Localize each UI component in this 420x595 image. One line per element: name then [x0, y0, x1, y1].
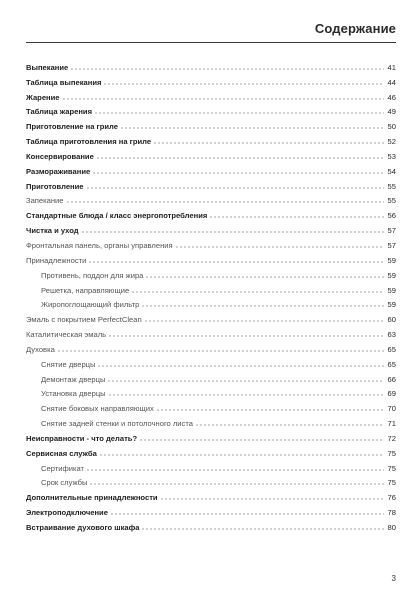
toc-entry	[26, 473, 396, 488]
toc-entry	[26, 116, 396, 131]
dot-leader	[99, 454, 384, 456]
toc-entry	[26, 502, 396, 517]
toc-entry-label: Духовка	[26, 344, 55, 354]
toc-entry-label: Жиропоглощающий фильтр	[41, 300, 140, 310]
toc-entry-page: 57	[387, 240, 396, 250]
toc-entry	[26, 102, 396, 117]
dot-leader	[209, 216, 384, 218]
toc-entry	[26, 443, 396, 458]
dot-leader	[96, 157, 384, 159]
dot-leader	[131, 291, 384, 293]
toc-entry-label: Выпекание	[26, 62, 69, 72]
toc-entry	[26, 146, 396, 161]
toc-entry-label: Установка дверцы	[41, 389, 106, 399]
toc-entry-label: Приготовление	[26, 181, 84, 191]
toc-entry-page: 72	[387, 433, 396, 443]
toc-entry	[26, 458, 396, 473]
toc-entry-page: 78	[387, 508, 396, 518]
dot-leader	[144, 320, 384, 322]
toc-entry-label: Сертификат	[41, 463, 84, 473]
toc-entry-page: 53	[387, 151, 396, 161]
toc-entry-page: 50	[387, 122, 396, 132]
toc-entry	[26, 398, 396, 413]
toc-entry-label: Приготовление на гриле	[26, 122, 118, 132]
toc-entry-page: 75	[387, 463, 396, 473]
toc-entry-page: 59	[387, 270, 396, 280]
toc-entry-label: Каталитическая эмаль	[26, 330, 107, 340]
toc-entry	[26, 354, 396, 369]
toc-entry	[26, 250, 396, 265]
dot-leader	[66, 201, 384, 203]
dot-leader	[94, 112, 384, 114]
toc-entry	[26, 428, 396, 443]
table-of-contents	[26, 57, 396, 532]
toc-entry	[26, 339, 396, 354]
toc-entry-page: 55	[387, 181, 396, 191]
dot-leader	[175, 246, 384, 248]
toc-entry-page: 60	[387, 315, 396, 325]
dot-leader	[81, 231, 384, 233]
toc-entry-page: 70	[387, 404, 396, 414]
toc-entry-page: 55	[387, 196, 396, 206]
toc-entry-label: Таблица жарения	[26, 107, 93, 117]
dot-leader	[103, 83, 384, 85]
dot-leader	[88, 261, 384, 263]
toc-entry-page: 59	[387, 300, 396, 310]
toc-entry-label: Снятие задней стенки и потолочного листа	[41, 419, 193, 429]
page-number: 3	[391, 574, 396, 583]
toc-entry	[26, 413, 396, 428]
toc-entry	[26, 131, 396, 146]
toc-entry-label: Неисправности - что делать?	[26, 433, 138, 443]
page-header	[26, 20, 396, 43]
toc-entry-page: 59	[387, 255, 396, 265]
dot-leader	[86, 187, 384, 189]
toc-entry-label: Жарение	[26, 92, 60, 102]
toc-entry-label: Таблица приготовления на гриле	[26, 137, 152, 147]
toc-entry-label: Демонтаж дверцы	[41, 374, 106, 384]
toc-entry-label: Противень, поддон для жира	[41, 270, 144, 280]
toc-entry-label: Встраивание духового шкафа	[26, 523, 140, 532]
toc-entry	[26, 295, 396, 310]
dot-leader	[86, 469, 384, 471]
dot-leader	[139, 439, 384, 441]
toc-entry-page: 80	[387, 523, 396, 532]
toc-entry-page: 66	[387, 374, 396, 384]
toc-entry-page: 54	[387, 166, 396, 176]
toc-entry	[26, 309, 396, 324]
toc-entry	[26, 369, 396, 384]
toc-entry-page: 57	[387, 226, 396, 236]
toc-entry-label: Таблица выпекания	[26, 77, 102, 87]
toc-entry	[26, 87, 396, 102]
dot-leader	[141, 528, 384, 530]
dot-leader	[108, 335, 384, 337]
toc-entry-page: 69	[387, 389, 396, 399]
dot-leader	[57, 350, 384, 352]
dot-leader	[107, 380, 384, 382]
toc-entry-page: 75	[387, 478, 396, 488]
toc-entry	[26, 384, 396, 399]
toc-entry	[26, 176, 396, 191]
toc-entry	[26, 517, 396, 532]
page-title: Содержание	[314, 21, 396, 36]
toc-entry-label: Сервисная служба	[26, 448, 97, 458]
toc-entry-label: Размораживание	[26, 166, 91, 176]
toc-entry	[26, 324, 396, 339]
toc-entry-label: Запекание	[26, 196, 64, 206]
toc-entry	[26, 161, 396, 176]
dot-leader	[97, 365, 384, 367]
toc-entry	[26, 235, 396, 250]
toc-entry-page: 75	[387, 448, 396, 458]
dot-leader	[70, 68, 384, 70]
toc-entry-label: Электроподключение	[26, 508, 108, 518]
toc-entry-label: Принадлежности	[26, 255, 87, 265]
toc-entry-label: Эмаль с покрытием PerfectClean	[26, 315, 142, 325]
toc-entry	[26, 220, 396, 235]
dot-leader	[62, 98, 384, 100]
toc-entry-page: 65	[387, 344, 396, 354]
toc-entry-label: Снятие дверцы	[41, 359, 96, 369]
dot-leader	[145, 276, 384, 278]
toc-entry-label: Дополнительные принадлежности	[26, 493, 158, 503]
toc-entry-page: 59	[387, 285, 396, 295]
toc-entry-page: 56	[387, 211, 396, 221]
dot-leader	[160, 498, 384, 500]
dot-leader	[195, 424, 384, 426]
toc-entry	[26, 57, 396, 72]
toc-entry	[26, 191, 396, 206]
toc-entry-page: 49	[387, 107, 396, 117]
toc-entry	[26, 205, 396, 220]
dot-leader	[153, 142, 384, 144]
toc-entry-page: 41	[387, 62, 396, 72]
toc-entry-label: Снятие боковых направляющих	[41, 404, 154, 414]
toc-entry-label: Решетка, направляющие	[41, 285, 130, 295]
toc-entry-page: 76	[387, 493, 396, 503]
toc-entry-label: Консервирование	[26, 151, 94, 161]
toc-entry-page: 46	[387, 92, 396, 102]
toc-entry-page: 65	[387, 359, 396, 369]
toc-entry-page: 63	[387, 330, 396, 340]
dot-leader	[89, 483, 384, 485]
toc-entry	[26, 265, 396, 280]
toc-entry	[26, 487, 396, 502]
dot-leader	[110, 513, 384, 515]
dot-leader	[120, 127, 384, 129]
toc-entry	[26, 280, 396, 295]
toc-entry-label: Чистка и уход	[26, 226, 79, 236]
toc-entry-label: Стандартные блюда / класс энергопотребления	[26, 211, 208, 221]
toc-entry-page: 71	[387, 419, 396, 429]
dot-leader	[156, 409, 384, 411]
toc-entry-label: Фронтальная панель, органы управления	[26, 240, 173, 250]
toc-entry-page: 52	[387, 137, 396, 147]
dot-leader	[92, 172, 384, 174]
dot-leader	[141, 305, 384, 307]
toc-entry-label: Срок службы	[41, 478, 88, 488]
dot-leader	[108, 394, 384, 396]
toc-entry	[26, 72, 396, 87]
toc-entry-page: 44	[387, 77, 396, 87]
